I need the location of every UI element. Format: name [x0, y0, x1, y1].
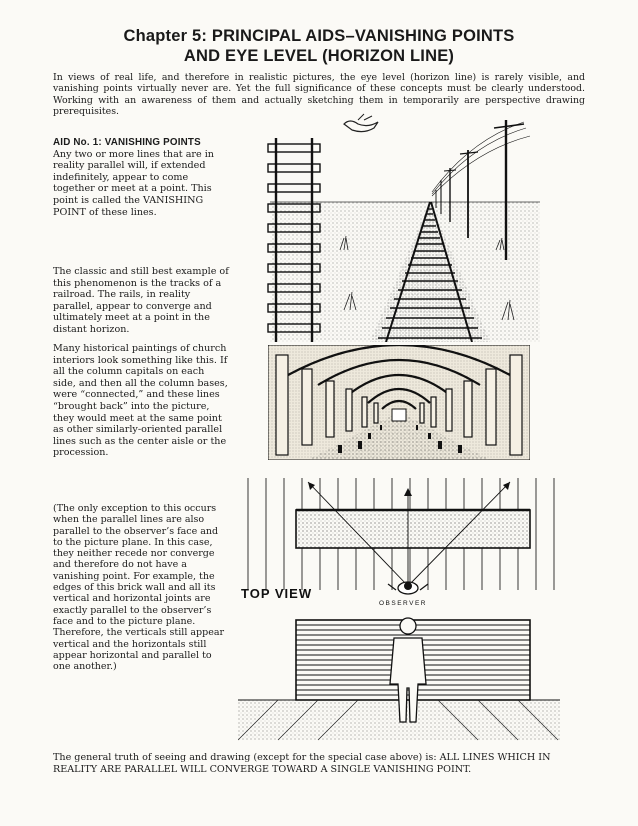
aid1-heading: AID No. 1: VANISHING POINTS — [53, 137, 201, 148]
page-title-line-2: AND EYE LEVEL (HORIZON LINE) — [183, 47, 455, 65]
church-paragraph: Many historical paintings of church interiors look something like this. If all the column capitals on each side, and then all the column bases, were “connected,” and these lines “brought back” into the picture, they would meet at the same point as other similarly-oriented parallel lines such as the center aisle or the procession. — [53, 343, 228, 459]
footer-conclusion: The general truth of seeing and drawing (except for the special case above) is: ALL LINES WHICH IN REALITY ARE PARALLEL WILL CONVERGE TOWARD A SINGLE VANISHING POINT. — [53, 752, 551, 775]
railroad-paragraph: The classic and still best example of this phenomenon is the tracks of a railroad. The rails, in reality parallel, appear to converge and ultimately meet at a point in the distant horizon. — [53, 266, 229, 335]
observer-top-view-icon — [388, 582, 428, 594]
observer-label: OBSERVER — [379, 600, 428, 607]
aid1-paragraph: Any two or more lines that are in reality parallel will, if extended indefinitely, appear to come together or meet at a point. This point is called the VANISHING POINT of these lines. — [53, 148, 214, 218]
top-view-label: TOP VIEW — [241, 586, 313, 601]
page-title-line-1: Chapter 5: PRINCIPAL AIDS–VANISHING POINTS — [123, 27, 515, 45]
aid1-section — [53, 137, 229, 218]
intro-paragraph: In views of real life, and therefore in realistic pictures, the eye level (horizon line) is rarely visible, and vanishing points virtually never are. Yet the full significance of these concepts must be clearly understood. Working with an awareness of them and actually sketching them in temporarily are perspective drawing prerequisites. — [53, 72, 585, 118]
bird-icon — [344, 114, 378, 132]
brick-wall-diagram — [238, 478, 560, 744]
railroad-illustration — [240, 110, 540, 342]
church-interior-illustration — [268, 345, 530, 460]
exception-paragraph: (The only exception to this occurs when the parallel lines are also parallel to the observer’s face and to the picture plane. In this case, they neither recede nor converge and therefore do not have a vanishing point. For example, the edges of this brick wall and all its vertical and horizontal joints are exactly parallel to the observer’s face and to the picture plane. Therefore, the verticals still appear vertical and the horizontals still appear horizontal and parallel to one another.) — [53, 503, 225, 673]
